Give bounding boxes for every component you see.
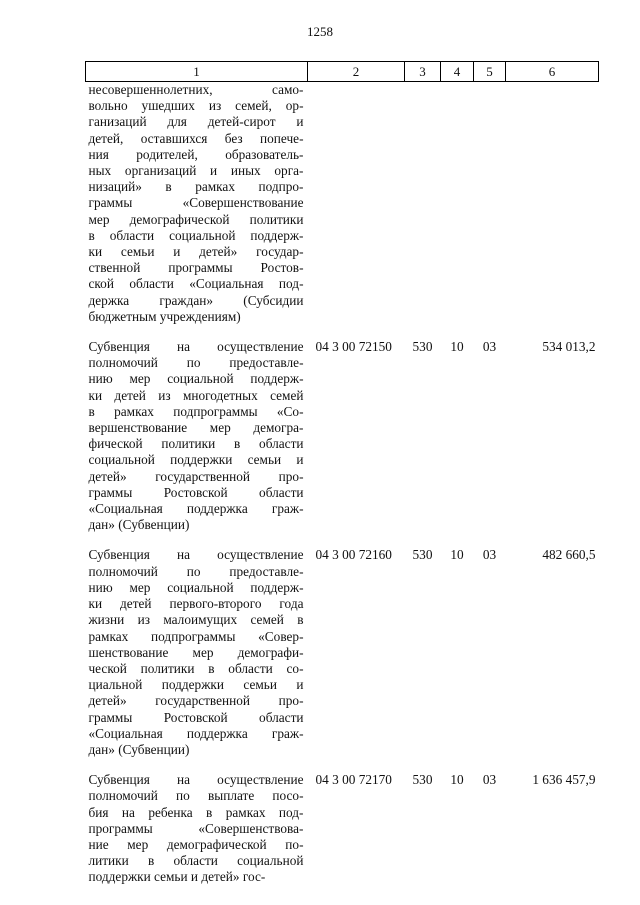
description-line: держка граждан» (Субсидии [88, 292, 304, 308]
row-col4: 10 [450, 547, 464, 563]
row-amount: 482 660,5 [542, 547, 596, 563]
description-line: граммы «Совершенствование [88, 195, 304, 211]
description-line: несовершеннолетних, само- [88, 82, 304, 97]
row-col4: 10 [450, 339, 464, 355]
row-col3: 530 [412, 547, 433, 563]
description-line: детей, оставшихся без попече- [88, 130, 304, 146]
header-cell-1: 1 [86, 62, 308, 82]
row-col5: 03 [482, 339, 497, 355]
row-col5: 03 [482, 547, 497, 563]
description-line: низаций» в рамках подпро- [88, 179, 304, 195]
description-line: вершенствование мер демогра- [88, 420, 304, 436]
description-line: программы «Совершенствова- [88, 820, 304, 836]
description-line: нию мер социальной поддерж- [88, 579, 304, 595]
description-line: дан» (Субвенции) [88, 517, 190, 533]
description-line: ние мер демографической по- [88, 836, 304, 852]
header-cell-6: 6 [506, 62, 599, 82]
row-col5 [474, 82, 506, 326]
description-line: в рамках подпрограммы «Со- [88, 403, 304, 419]
description-line: бюджетным учреждениям) [88, 308, 241, 324]
description-line: шенствование мер демографи- [88, 644, 304, 660]
description-line: вольно ушедших из семей, ор- [88, 98, 304, 114]
description-line: ки детей первого-второго года [88, 596, 304, 612]
description-line: поддержки семьи и детей» гос- [88, 869, 266, 885]
row-col3: 530 [412, 772, 433, 788]
description-line: Субвенция на осуществление [88, 547, 304, 563]
description-line: нию мер социальной поддерж- [88, 371, 304, 387]
description-line: бия на ребенка в рамках под- [88, 804, 304, 820]
row-amount: 1 636 457,9 [532, 772, 596, 788]
table-header-row [86, 62, 599, 82]
row-col4: 10 [450, 772, 464, 788]
header-cell-5: 5 [474, 62, 506, 82]
description-line: ных организаций и иных орга- [88, 163, 304, 179]
description-line: циальной поддержки семьи и [88, 677, 304, 693]
description-line: ской области «Социальная под- [88, 276, 304, 292]
table-row [86, 758, 599, 885]
header-cell-2: 2 [308, 62, 405, 82]
description-line: фической политики в области [88, 436, 304, 452]
description-line: полномочий по предоставле- [88, 355, 304, 371]
description-line: мер демографической политики [88, 211, 304, 227]
description-line: ственной программы Ростов- [88, 260, 304, 276]
table-row [86, 82, 599, 326]
row-description [86, 758, 308, 885]
row-code: 04 3 00 72150 [315, 339, 392, 355]
description-line: Субвенция на осуществление [88, 339, 304, 355]
description-line: в области социальной поддерж- [88, 227, 304, 243]
description-line: рамках подпрограммы «Совер- [88, 628, 304, 644]
description-line: ганизаций для детей-сирот и [88, 114, 304, 130]
row-amount [506, 82, 599, 326]
description-line: дан» (Субвенции) [88, 741, 190, 757]
table-row [86, 325, 599, 533]
row-code: 04 3 00 72160 [315, 547, 392, 563]
description-line: жизни из малоимущих семей в [88, 612, 304, 628]
row-col5: 03 [482, 772, 497, 788]
row-description [86, 533, 308, 758]
description-line: социальной поддержки семьи и [88, 452, 304, 468]
row-col3 [405, 82, 441, 326]
description-line: детей» государственной про- [88, 693, 304, 709]
budget-table [85, 61, 599, 886]
description-line: ния родителей, образователь- [88, 146, 304, 162]
description-line: граммы Ростовской области [88, 484, 304, 500]
description-line: ки семьи и детей» государ- [88, 244, 304, 260]
description-line: ки детей из многодетных семей [88, 387, 304, 403]
row-amount: 534 013,2 [542, 339, 596, 355]
row-description [86, 325, 308, 533]
description-line: граммы Ростовской области [88, 709, 304, 725]
row-code [308, 82, 405, 326]
description-line: «Социальная поддержка граж- [88, 501, 304, 517]
description-line: полномочий по выплате посо- [88, 788, 304, 804]
description-line: литики в области социальной [88, 853, 304, 869]
table-row [86, 533, 599, 758]
header-cell-4: 4 [441, 62, 474, 82]
description-line: Субвенция на осуществление [88, 772, 304, 788]
row-code: 04 3 00 72170 [315, 772, 392, 788]
row-col4 [441, 82, 474, 326]
description-line: ческой политики в области со- [88, 660, 304, 676]
description-line: детей» государственной про- [88, 468, 304, 484]
page-number: 1258 [307, 24, 333, 39]
row-description [86, 82, 308, 326]
description-line: «Социальная поддержка граж- [88, 725, 304, 741]
header-cell-3: 3 [405, 62, 441, 82]
row-col3: 530 [412, 339, 433, 355]
description-line: полномочий по предоставле- [88, 563, 304, 579]
